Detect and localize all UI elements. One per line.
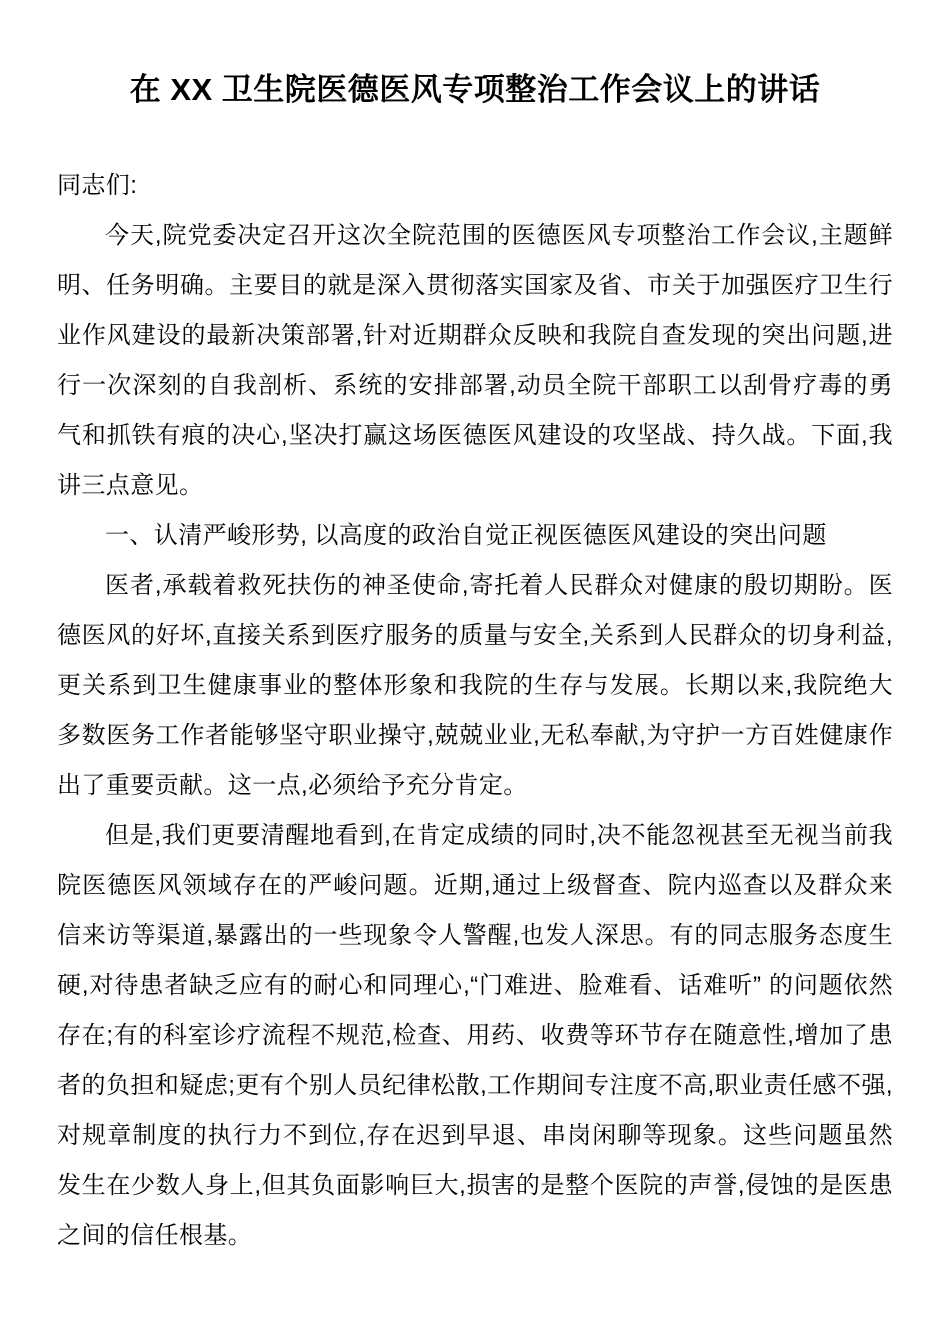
salutation: 同志们: xyxy=(57,172,138,199)
paragraph-mission-significance: 医者,承载着救死扶伤的神圣使命,寄托着人民群众对健康的殷切期盼。医德医风的好坏,直接关系到医疗服务的质量与安全,关系到人民群众的切身利益,更关系到卫生健康事业的整体形象和我院的生存与发展。长期以来,我院绝大多数医务工作者能够坚守职业操守,兢兢业业,无私奉献,为守护一方百姓健康作出了重要贡献。这一点,必须给予充分肯定。 xyxy=(57,572,893,799)
paragraph-opening: 今天,院党委决定召开这次全院范围的医德医风专项整治工作会议,主题鲜明、任务明确。主要目的就是深入贯彻落实国家及省、市关于加强医疗卫生行业作风建设的最新决策部署,针对近期群众反映和我院自查发现的突出问题,进行一次深刻的自我剖析、系统的安排部署,动员全院干部职工以刮骨疗毒的勇气和抓铁有痕的决心,坚决打赢这场医德医风建设的攻坚战、持久战。下面,我讲三点意见。 xyxy=(57,222,893,499)
section-heading-1: 一、认清严峻形势, 以高度的政治自觉正视医德医风建设的突出问题 xyxy=(105,522,827,549)
paragraph-problems: 但是,我们更要清醒地看到,在肯定成绩的同时,决不能忽视甚至无视当前我院医德医风领域存在的严峻问题。近期,通过上级督查、院内巡查以及群众来信来访等渠道,暴露出的一些现象令人警醒,也发人深思。有的同志服务态度生硬,对待患者缺乏应有的耐心和同理心,“门难进、脸难看、话难听” 的问题依然存在;有的科室诊疗流程不规范,检查、用药、收费等环节存在随意性,增加了患者的负担和疑虑;更有个别人员纪律松散,工作期间专注度不高,职业责任感不强,对规章制度的执行力不到位,存在迟到早退、串岗闲聊等现象。这些问题虽然发生在少数人身上,但其负面影响巨大,损害的是整个医院的声誉,侵蚀的是医患之间的信任根基。 xyxy=(57,822,893,1249)
document-title: 在 XX 卫生院医德医风专项整治工作会议上的讲话 xyxy=(129,72,821,107)
document-body xyxy=(57,161,893,1261)
